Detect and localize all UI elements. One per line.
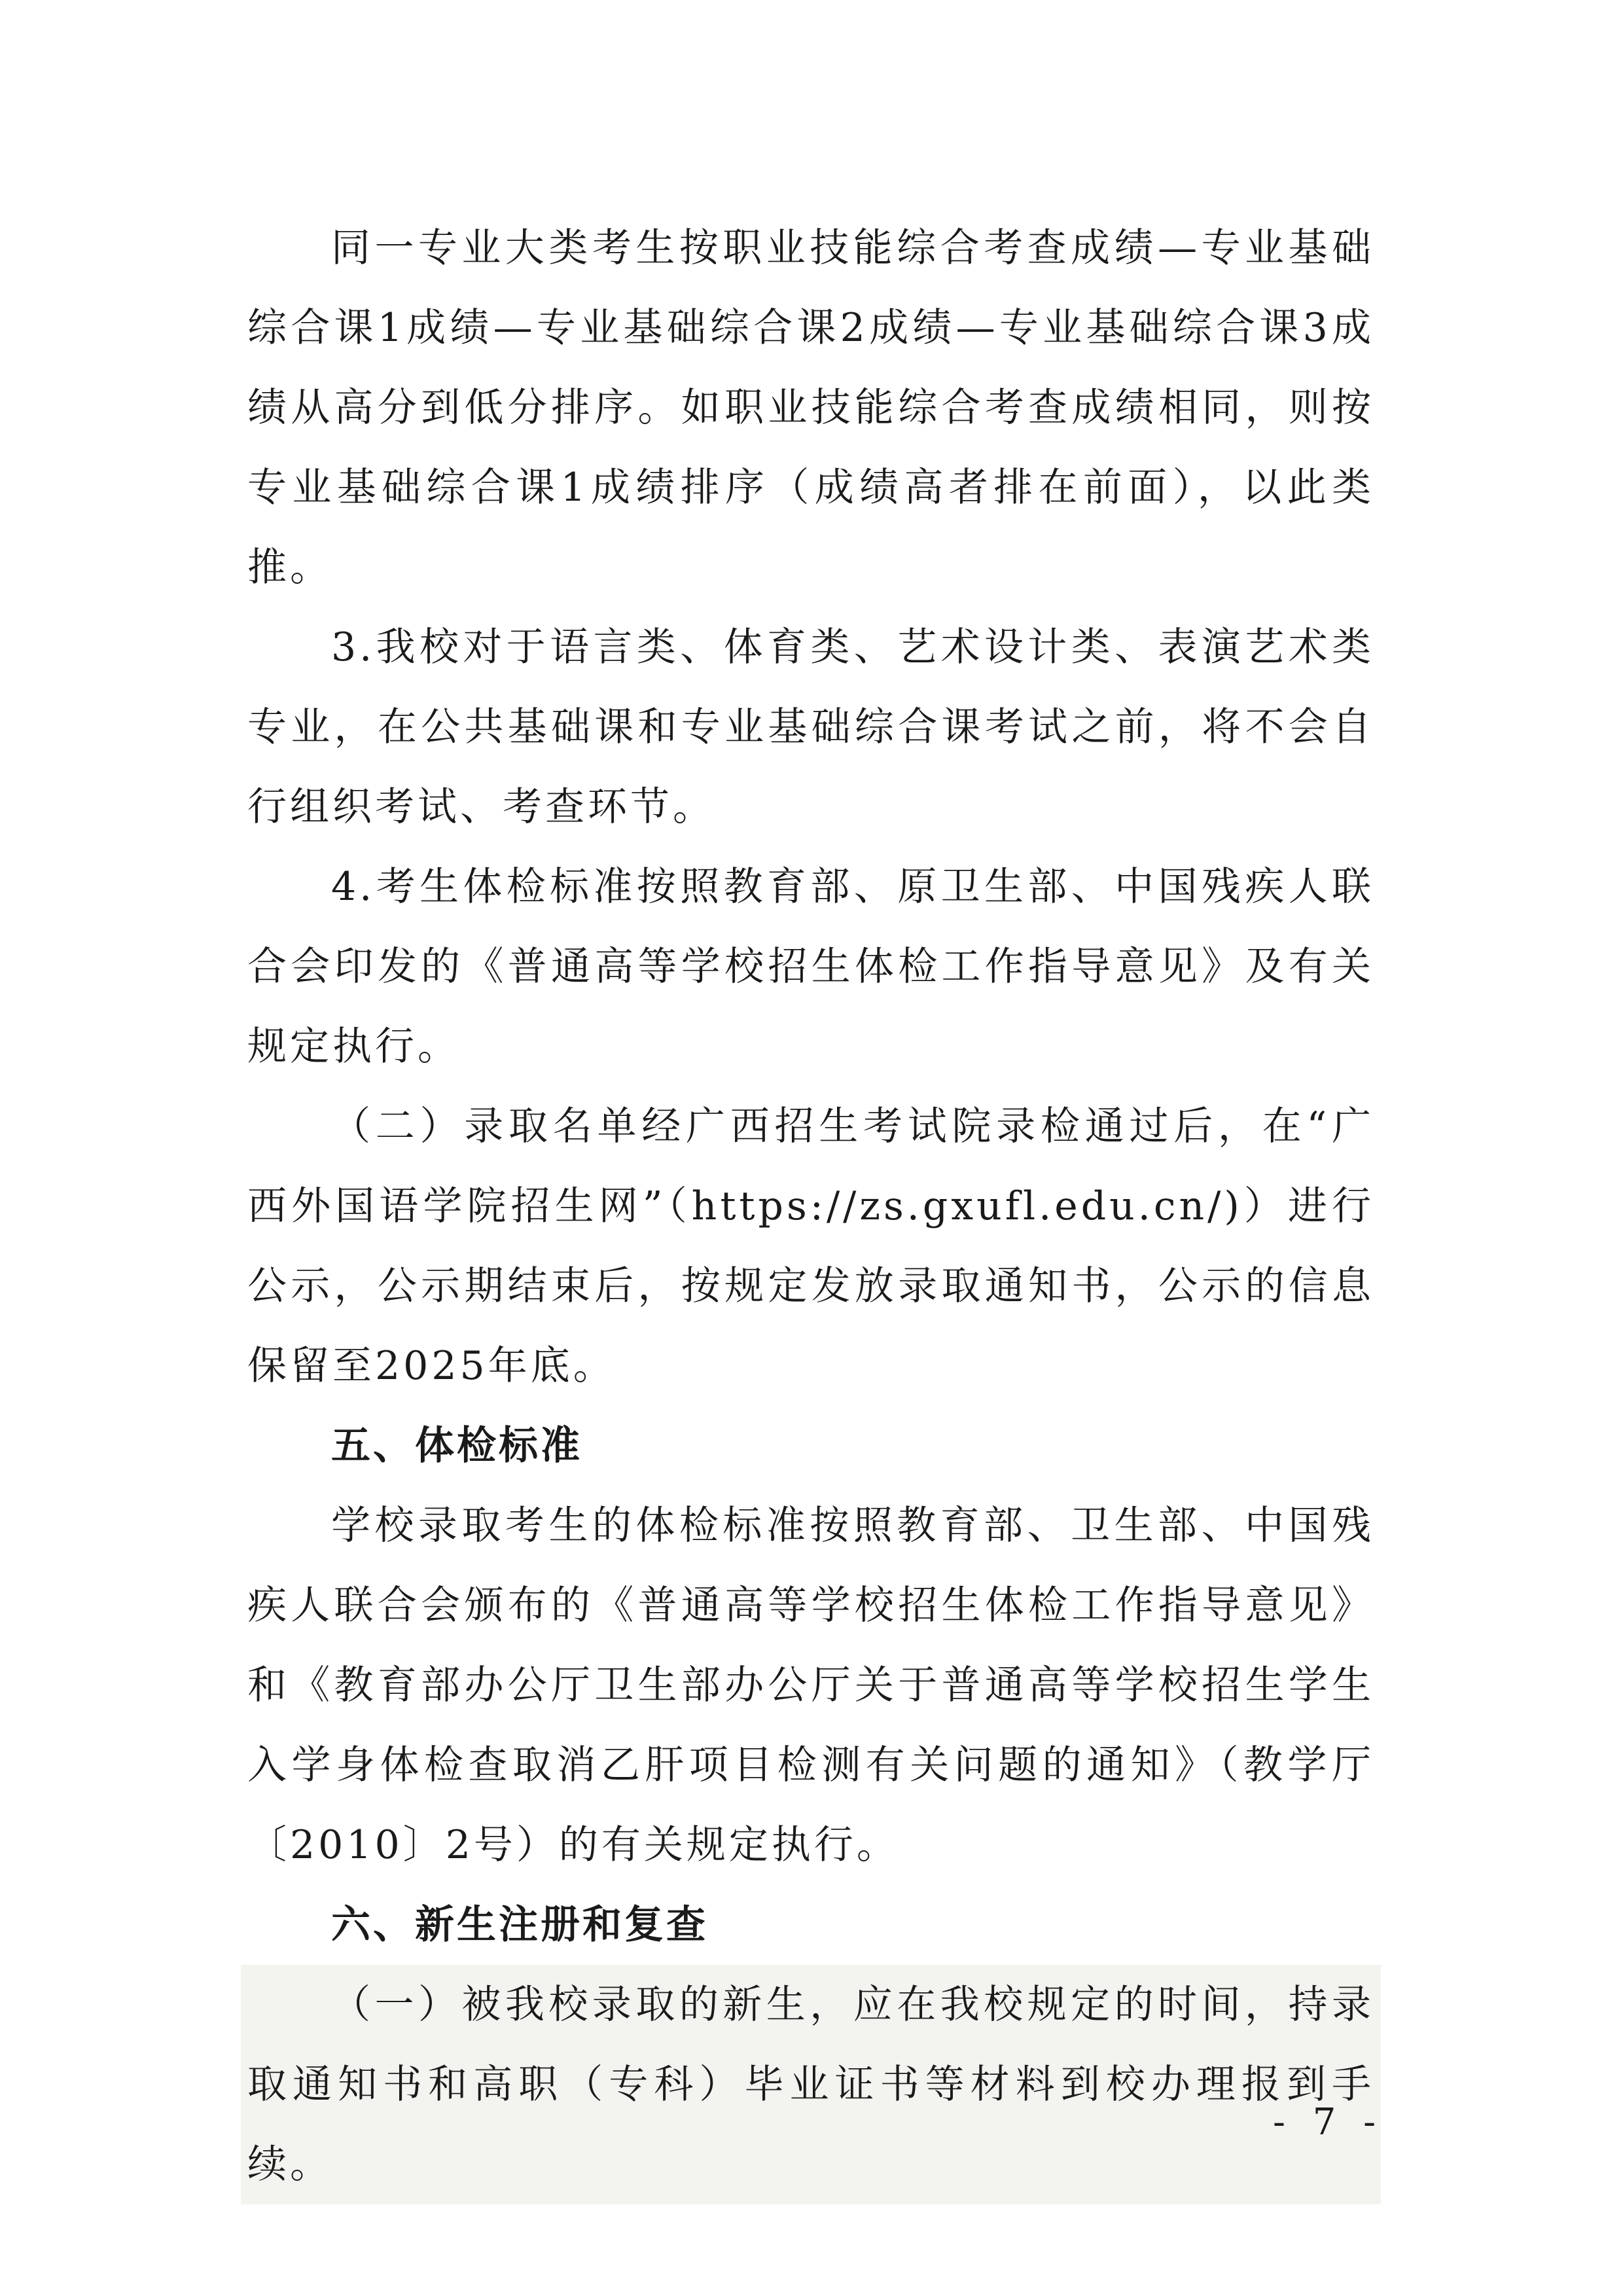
- paragraph-item-4: 4.考生体检标准按照教育部、原卫生部、中国残疾人联合会印发的《普通高等学校招生体检工作指导意见》及有关规定执行。: [247, 864, 1374, 1069]
- page-number: - 7 -: [1273, 2101, 1384, 2144]
- paragraph-ranking-rule: 同一专业大类考生按职业技能综合考查成绩—专业基础综合课1成绩—专业基础综合课2成绩—专业基础综合课3成绩从高分到低分排序。如职业技能综合考查成绩相同，则按专业基础综合课1成绩排序（成绩高者排在前面），以此类推。: [247, 225, 1374, 590]
- section-heading-physical-exam: 五、体检标准: [331, 1423, 582, 1469]
- document-body: [247, 208, 1374, 2204]
- paragraph-physical-exam: 学校录取考生的体检标准按照教育部、卫生部、中国残疾人联合会颁布的《普通高等学校招生体检工作指导意见》和《教育部办公厅卫生部办公厅关于普通高等学校招生学生入学身体检查取消乙肝项目检测有关问题的通知》（教学厅〔2010〕2号）的有关规定执行。: [247, 1503, 1374, 1868]
- paragraph-item-3: 3.我校对于语言类、体育类、艺术设计类、表演艺术类专业，在公共基础课和专业基础综合课考试之前，将不会自行组织考试、考查环节。: [247, 624, 1374, 830]
- section-heading-registration: 六、新生注册和复查: [331, 1902, 708, 1948]
- paragraph-registration: （一）被我校录取的新生，应在我校规定的时间，持录取通知书和高职（专科）毕业证书等材料到校办理报到手续。: [241, 1965, 1381, 2204]
- paragraph-admission-publicity: （二）录取名单经广西招生考试院录检通过后，在“广西外国语学院招生网”（https://zs.gxufl.edu.cn/)）进行公示，公示期结束后，按规定发放录取通知书，公示的信息保留至2025年底。: [247, 1103, 1374, 1389]
